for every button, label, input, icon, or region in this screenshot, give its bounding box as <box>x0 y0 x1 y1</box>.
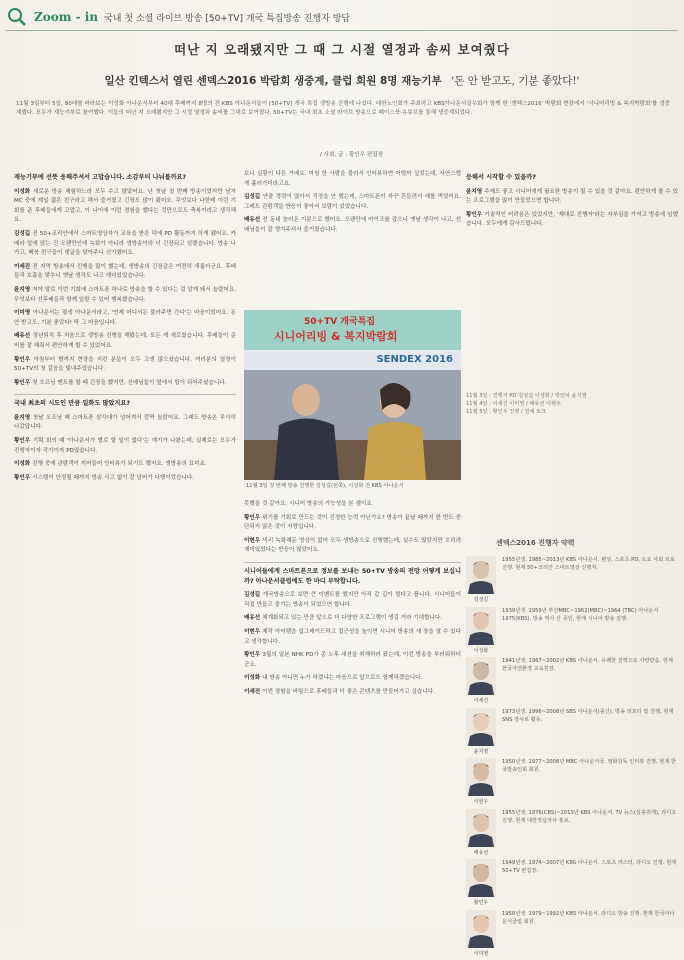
paragraph-text: 새로운 방송 체험하느라 모두 수고 많았어요. 난 첫날 첫 번째 방송이었지만 남자 MC 중에 제일 젊은 친구라고 해서 즐거웠고 긴장도 많이 됐어요. 무엇보다 나한테 이런 기회를 준 후배들에게 고맙고, 이 나이에 이런 경험을 했다는 것만으로도 축복이라고 생각해요. <box>14 189 236 224</box>
profile-entry <box>466 708 678 759</box>
magnifier-icon <box>6 6 28 28</box>
speaker-name: 황인우 <box>14 475 32 481</box>
column-1 <box>14 170 236 922</box>
speaker-name: 황인우 <box>14 357 33 363</box>
speaker-name: 황인우 <box>244 652 262 658</box>
paragraph <box>14 414 236 433</box>
profile-bio: 1950년생. 1977~2008년 MBC 아나운서국. 영화감독 인터뷰 진행. 현재 한국방송인회 회원. <box>502 758 678 809</box>
profile-name: 황인우 <box>466 899 496 906</box>
profile-bio: 1973년생. 1996~2008년 SBS 아나운서(출신). 방송 리포터 및 진행, 현재 SNS 강사로 활동. <box>502 708 678 759</box>
paragraph-text: 개국방송으로 보면 큰 이벤트를 했지만 아직 갈 길이 멀다고 봅니다. 시니어들이 직접 만들고 즐기는 방송이 되었으면 합니다. <box>244 592 461 608</box>
profile-bio: 1939년생. 1959년 부산MBC~1962(MBC)~1964 (TBC) 아나운서 1975(KBS). 방송 역사 산 증인, 현재 시니어 방송 진행. <box>502 607 678 658</box>
paragraph <box>14 188 236 226</box>
event-photo <box>244 310 461 480</box>
paragraph <box>466 188 678 207</box>
header-bar <box>6 6 678 28</box>
avatar <box>466 607 496 645</box>
paragraph-text: 아침부터 밤까지 현장을 지킨 분들이 모두 고생 많으셨습니다. 여러분의 열정이 50+TV의 첫 걸음을 빛내주었습니다. <box>14 357 236 373</box>
speaker-name: 이성화 <box>14 461 32 467</box>
speaker-name: 황인우 <box>14 380 32 386</box>
profile-entry <box>466 657 678 708</box>
profile-name: 김성길 <box>466 596 496 603</box>
speaker-name: 배유선 <box>244 217 262 223</box>
profile-name: 이세진 <box>466 697 496 704</box>
profile-entry <box>466 809 678 860</box>
avatar <box>466 809 496 847</box>
presenter-profiles <box>466 538 678 960</box>
column-2-top <box>244 170 461 308</box>
banner-main: 시니어리빙 & 복지박람회 <box>274 328 398 344</box>
paragraph <box>14 460 236 470</box>
banner-top: 50+TV 개국특집 <box>304 314 375 327</box>
paragraph <box>14 230 236 259</box>
question-heading: 재능기부에 선뜻 응해주셔서 고맙습니다. 소감부터 나눠볼까요? <box>14 173 236 183</box>
question-heading: 국내 최초의 시도인 만큼 일화도 많았지요? <box>14 399 236 409</box>
profile-entry <box>466 910 678 960</box>
header-rule <box>6 30 678 31</box>
avatar <box>466 758 496 796</box>
running-head: 국내 첫 소셜 라이브 방송 [50+TV] 개국 특집방송 진행자 방담 <box>104 11 350 24</box>
article-subtitle <box>0 73 684 88</box>
paragraph-text: 위기를 기회로 만드는 것이 진정한 능력 아닌가요? 방송이 끝날 때까지 한 번도 중단되지 않은 것이 자랑입니다. <box>244 515 461 531</box>
paragraph-text: 첫 오프닝 멘트를 할 때 긴장을 했지만, 선배님들이 옆에서 힘이 되어주셨습니다. <box>32 380 226 386</box>
profile-name: 윤지영 <box>466 748 496 755</box>
paragraph <box>14 379 236 389</box>
paragraph-text: 연출 경력이 많아서 걱정을 안 했는데, 스마트폰이 자꾸 흔들려서 애를 먹었어요. 그래도 관람객들 반응이 좋아서 보람이 있었습니다. <box>244 194 461 210</box>
banner-tag: SENDEX 2016 <box>244 350 461 370</box>
subtitle-quote: '돈 안 받고도, 기분 좋았다!' <box>451 75 579 87</box>
paragraph <box>244 628 461 647</box>
paragraph <box>244 537 461 556</box>
paragraph <box>244 500 461 510</box>
speaker-name: 황인우 <box>14 438 33 444</box>
paragraph-text: 기획 회의 때 '아나운서가 별로 할 일이 없다'는 얘기가 나왔는데, 실제로는 모두가 진행자이자 작가이자 PD였습니다. <box>14 438 236 454</box>
paragraph <box>244 193 461 212</box>
avatar <box>466 708 496 746</box>
paragraph <box>14 332 236 351</box>
paragraph-text: 못했을 것 같아요. 시니어 방송의 가능성을 본 셈이죠. <box>244 501 373 507</box>
photo-caption: 11월 3일 첫 번째 방송 진행한 김성길(왼쪽), 이성화 전 KBS 아나운서 <box>246 482 459 489</box>
profile-bio: 1955년생. 1985~2013년 KBS 아나운서. 편성, 스포츠 PD, 토요 사회 프로 진행. 현재 50+코리안 스마트영상 진행자. <box>502 556 678 607</box>
speaker-name: 이세진 <box>244 689 262 695</box>
article-title: 떠난 지 오래됐지만 그 때 그 시절 열정과 솜씨 보여줬다 <box>0 40 684 58</box>
paragraph-text: 미리 녹화해둔 영상이 없어 모두 생방송으로 진행했는데, 실수도 많았지만 오히려 재미있었다는 반응이 많았어요. <box>244 538 461 554</box>
speaker-name: 이성화 <box>244 675 262 681</box>
sidebar-title: 센덱스2016 진행자 약력 <box>496 538 678 548</box>
paragraph <box>244 651 461 670</box>
schedule-line: 11월 3일 : 진행자 PD 김성길 이성화 / 박인덕 윤지영 <box>466 392 678 400</box>
paragraph-text: 체계화되고 있는 만큼 앞으로 더 다양한 프로그램이 생길 거라 기대합니다. <box>262 615 442 621</box>
paragraph-text: 전 지역 방송에서 진행을 많이 했는데, 생방송의 긴장감은 여전히 새롭더군요. 후배들과 호흡을 맞추니 옛날 생각도 나고 재미있었습니다. <box>14 264 236 280</box>
paragraph <box>244 591 461 610</box>
paragraph-text: 이번 경험을 바탕으로 후배들과 더 좋은 콘텐츠를 만들어가고 싶습니다. <box>262 689 435 695</box>
profile-name: 배유선 <box>466 849 496 856</box>
paragraph-text: 시스템이 안정될 때까지 방송 사고 없이 잘 넘어가 다행이었습니다. <box>32 475 194 481</box>
paragraph-text: 저야 말로 이번 기회에 스마트폰 하나로 방송을 할 수 있다는 걸 알게 돼서 놀랐어요. 무엇보다 선후배들과 함께 일할 수 있어 행복했습니다. <box>14 287 236 303</box>
speaker-name: 윤지영 <box>14 415 33 421</box>
paragraph <box>244 674 461 684</box>
speaker-name: 김성길 <box>244 592 263 598</box>
profile-entry <box>466 758 678 809</box>
paragraph-text: 주제도 좋고 시니어에게 필요한 방송이 될 수 있을 것 같아요. 편안하게 볼 수 있는 프로그램을 많이 만들었으면 합니다. <box>466 189 678 205</box>
profile-entry <box>466 859 678 910</box>
profile-bio: 1958년생. 1979~1992년 KBS 아나운서. 라디오 방송 진행. 현재 한국아나운서클럽 회원. <box>502 910 678 960</box>
paragraph <box>14 286 236 305</box>
speaker-name: 윤지영 <box>14 287 32 293</box>
paragraph-text: 내 방송 아니면 누가 하겠냐는 마음으로 앞으로도 함께하겠습니다. <box>262 675 422 681</box>
subtitle-main: 일산 킨텍스서 열린 센덱스2016 박람회 생중계, 클럽 회원 8명 재능기부 <box>105 75 442 87</box>
column-3-top <box>466 170 678 388</box>
profile-name: 이현우 <box>466 798 496 805</box>
schedule-line: 11월 4일 : 이세진 이미영 / 배유선 이현우 <box>466 400 678 408</box>
paragraph <box>14 309 236 328</box>
question-heading: 등해서 시작할 수 있을까? <box>466 173 678 183</box>
speaker-name: 이현우 <box>244 629 262 635</box>
paragraph <box>466 211 678 230</box>
speaker-name: 이미영 <box>14 310 33 316</box>
speaker-name: 이현우 <box>244 538 262 544</box>
profile-bio: 1949년생. 1974~2007년 KBS 아나운서. 스포츠 캐스터, 라디오 진행. 현재 50+TV 편집장. <box>502 859 678 910</box>
speaker-name: 이세진 <box>14 264 33 270</box>
divider <box>244 562 461 563</box>
paragraph-text: 아나운서는 평생 아나운서라고, '언제 어디서든 불러주면 간다'는 마음이었어요. 돈 안 받고도, 기분 좋았다! 딱 그 마음입니다. <box>14 310 236 326</box>
speaker-name: 배유선 <box>14 333 33 339</box>
photo-banner <box>244 310 461 350</box>
profile-bio: 1955년생. 1976(CBS)~2013년 KBS 아나운서. TV 뉴스(심층취재), 라디오 진행. 현재 대한적십자사 홍보. <box>502 809 678 860</box>
paragraph <box>244 614 461 624</box>
speaker-name: 이성화 <box>14 189 33 195</box>
paragraph <box>244 688 461 698</box>
avatar <box>466 556 496 594</box>
paragraph-text: 첫날 오프닝 때 스마트폰 삼각대가 넘어져서 깜짝 놀랐어요. 그래도 방송은 무사히 나갔답니다. <box>14 415 236 431</box>
speaker-name: 윤지영 <box>466 189 484 195</box>
schedule-line: 11월 5일 : 황인우 진행 / 전체 토크 <box>466 408 678 416</box>
speaker-name: 김성길 <box>244 194 263 200</box>
profile-bio: 1941년생. 1967~2002년 KBS 아나운서. 유쾌한 진행으로 사랑받음. 현재 한국자연환경 교육원장. <box>502 657 678 708</box>
paragraph <box>244 170 461 189</box>
paragraph <box>14 356 236 375</box>
paragraph <box>14 474 236 484</box>
question-heading: 시니어들에게 스마트폰으로 정보를 보내는 50+TV 방송의 전망 어떻게 보십니까? 아나운서클럽에도 한 마디 부탁합니다. <box>244 567 461 586</box>
paragraph-text: 전 50+코리안에서 스마트영상자가 교육을 받은 덕에 PD 활동까지 하게 됐어요. 카메라 앞에 앉는 건 오랜만인데 녹화가 아니라 생방송이라 더 긴장되고 설렜습니다. 방송 나가고, 페북 친구들이 댓글을 달아주니 신기했어요. <box>14 231 236 256</box>
speaker-name: 배유선 <box>244 615 262 621</box>
speaker-name: 김성길 <box>14 231 32 237</box>
byline: / 사회, 글 : 황인우 편집장 <box>320 150 383 158</box>
section-label: Zoom - in <box>34 10 98 24</box>
schedule-box <box>466 392 678 417</box>
lead-paragraph: 11월 3일부터 5일, 80대를 바라보는 이성화 아나운서부터 40대 후배까지 8명의 전 KBS 아나운서들이 [50+TV] 개국 특집 생방송 진행에 나섰다. 대한노인회가 주최하고 KBS아나운서실우회가 함께 한 '센덱스2016' 박람회 현장에서 '시니어리빙 & 복지박람회'를 생중계했다. 모두가 재능기부로 참여했다. 이들의 떠난 지 오래됐지만 그 시절 열정과 솜씨를 그대로 보여줬다. 50+TV는 국내 최초 소셜 라이브 방송으로 페이스북·유튜브를 통해 생중계되었다. <box>16 100 670 118</box>
speaker-name: 황인우 <box>466 212 484 218</box>
avatar <box>466 910 496 948</box>
paragraph-text: 기술적인 어려움은 있었지만, '제대로 진행자'라는 자부심을 가지고 방송에 임했습니다. 모두에게 감사드립니다. <box>466 212 678 228</box>
column-2-bottom <box>244 500 461 922</box>
profile-entry <box>466 607 678 658</box>
profile-entry <box>466 556 678 607</box>
divider <box>14 394 236 395</box>
paragraph <box>14 263 236 282</box>
avatar <box>466 859 496 897</box>
paragraph-text: 정년퇴직 후 처음으로 생방송 진행을 해봤는데, 모든 게 새로웠습니다. 후배들이 준비를 잘 해줘서 편안하게 할 수 있었어요. <box>14 333 236 349</box>
speaker-name: 황인우 <box>244 515 262 521</box>
avatar <box>466 657 496 695</box>
photo-people <box>244 370 461 480</box>
paragraph-text: 3월의 일본 NHK PD가 총 노후 세션을 취재하러 왔는데, 이런 방송을 부러워하더군요. <box>244 652 461 668</box>
paragraph-text: 진행 중에 관람객이 끼어들어 인터뷰가 되기도 했지요. 생방송의 묘미죠. <box>32 461 207 467</box>
profile-name: 이미영 <box>466 950 496 957</box>
paragraph <box>14 437 236 456</box>
paragraph <box>244 514 461 533</box>
paragraph-text: 보니 실황이 다른 거예요. 마침 한 사람을 불러서 인터뷰하면 어떨까 싶었는데, 자연스럽게 흘러가더라고요. <box>244 171 461 187</box>
profile-name: 이성화 <box>466 647 496 654</box>
paragraph-text: 전 동네 놀러온 기분으로 했어요. 오랜만에 마이크를 잡으니 옛날 생각이 나고, 선배님들이 잘 챙겨주셔서 즐거웠습니다. <box>244 217 461 233</box>
paragraph-text: 제작 아이템을 업그레이드하고 접근성을 높이면 시니어 방송의 새 장을 열 수 있다고 생각합니다. <box>244 629 461 645</box>
paragraph <box>244 216 461 235</box>
